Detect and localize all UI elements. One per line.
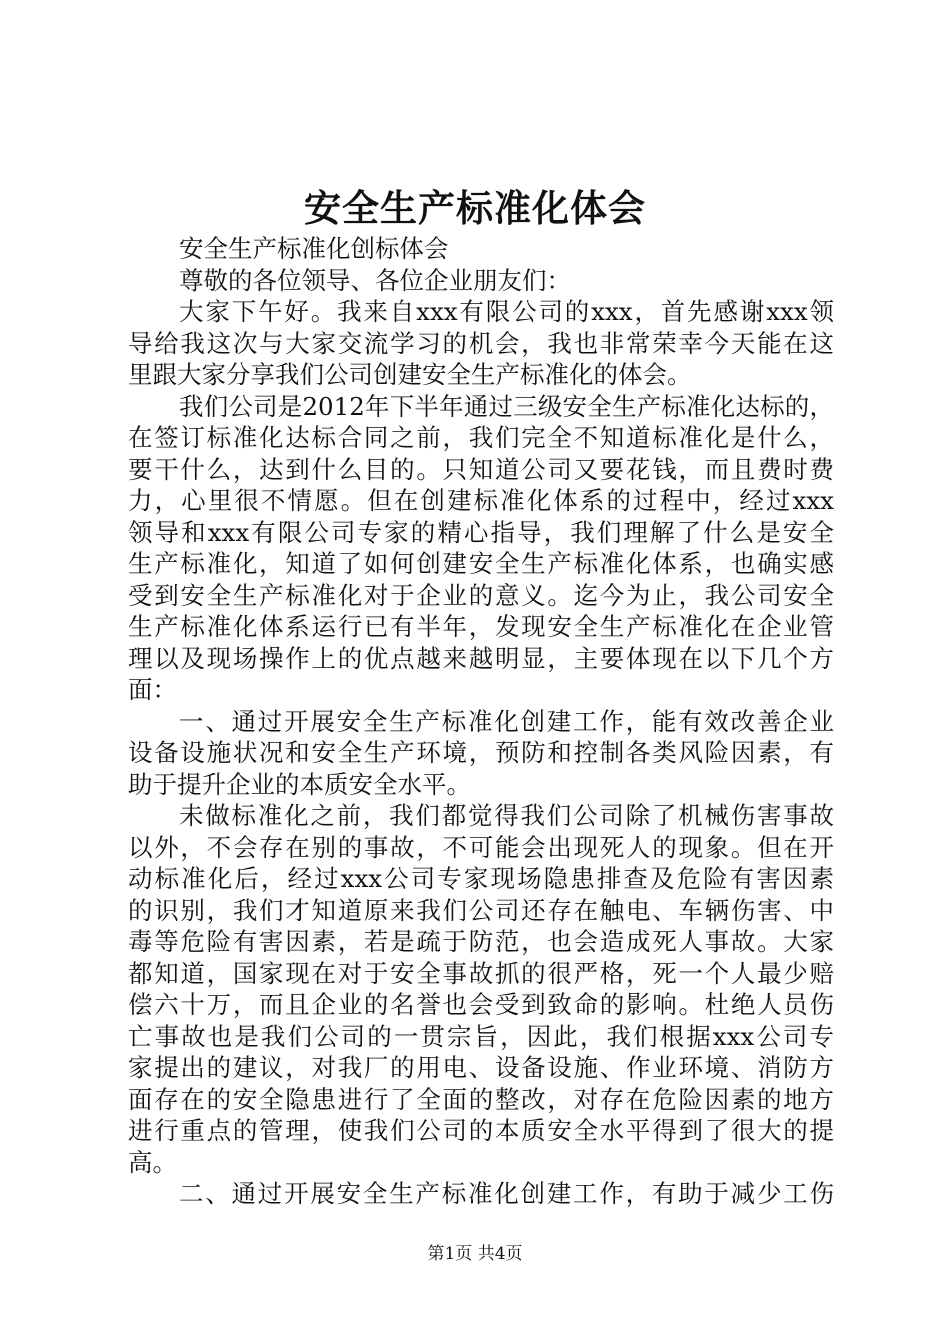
text-line: 高。 [128,1147,177,1177]
text-line: 在签订标准化达标合同之前，我们完全不知道标准化是什么， [128,423,834,452]
text-line: 动标准化后，经过xxx公司专家现场隐患排查及危险有害因素 [128,864,834,893]
text-line: 受到安全生产标准化对于企业的意义。迄今为止，我公司安全 [128,580,834,610]
text-line: 要干什么，达到什么目的。只知道公司又要花钱，而且费时费 [128,454,834,484]
text-line: 大家下午好。我来自xxx有限公司的xxx，首先感谢xxx领 [179,297,834,326]
text-line: 未做标准化之前，我们都觉得我们公司除了机械伤害事故 [179,801,834,830]
text-line: 生产标准化，知道了如何创建安全生产标准化体系，也确实感 [128,549,834,578]
text-line: 家提出的建议，对我厂的用电、设备设施、作业环境、消防方 [128,1053,834,1082]
text-line: 进行重点的管理，使我们公司的本质安全水平得到了很大的提 [128,1116,834,1145]
text-line: 亡事故也是我们公司的一贯宗旨，因此，我们根据xxx公司专 [128,1021,834,1051]
text-line: 里跟大家分享我们公司创建安全生产标准化的体会。 [128,360,692,389]
text-line: 以外，不会存在别的事故，不可能会出现死人的现象。但在开 [128,832,834,862]
text-line: 面： [128,675,177,704]
text-line: 理以及现场操作上的优点越来越明显，主要体现在以下几个方 [128,643,834,673]
page-footer: 第1页 共4页 [427,1244,523,1264]
text-line: 设备设施状况和安全生产环境，预防和控制各类风险因素，有 [128,738,834,767]
text-line: 力，心里很不情愿。但在创建标准化体系的过程中，经过xxx [128,486,834,515]
text-line: 我们公司是2012年下半年通过三级安全生产标准化达标的， [179,391,834,421]
text-line: 领导和xxx有限公司专家的精心指导，我们理解了什么是安全 [128,517,834,547]
document-title: 安全生产标准化体会 [304,186,646,230]
text-line: 生产标准化体系运行已有半年，发现安全生产标准化在企业管 [128,612,834,641]
text-line: 都知道，国家现在对于安全事故抓的很严格，死一个人最少赔 [128,958,834,988]
text-line: 尊敬的各位领导、各位企业朋友们： [179,265,571,295]
text-line: 安全生产标准化创标体会 [179,234,449,263]
text-line: 面存在的安全隐患进行了全面的整改，对存在危险因素的地方 [128,1084,834,1114]
text-line: 一、通过开展安全生产标准化创建工作，能有效改善企业 [179,706,834,736]
text-line: 助于提升企业的本质安全水平。 [128,769,471,799]
text-line: 的识别，我们才知道原来我们公司还存在触电、车辆伤害、中 [128,895,834,925]
text-line: 偿六十万，而且企业的名誉也会受到致命的影响。杜绝人员伤 [128,990,834,1019]
text-line: 导给我这次与大家交流学习的机会，我也非常荣幸今天能在这 [128,328,834,358]
document-body [128,233,834,1210]
text-line: 二、通过开展安全生产标准化创建工作，有助于减少工伤 [179,1179,834,1208]
text-line: 毒等危险有害因素，若是疏于防范，也会造成死人事故。大家 [128,927,834,956]
